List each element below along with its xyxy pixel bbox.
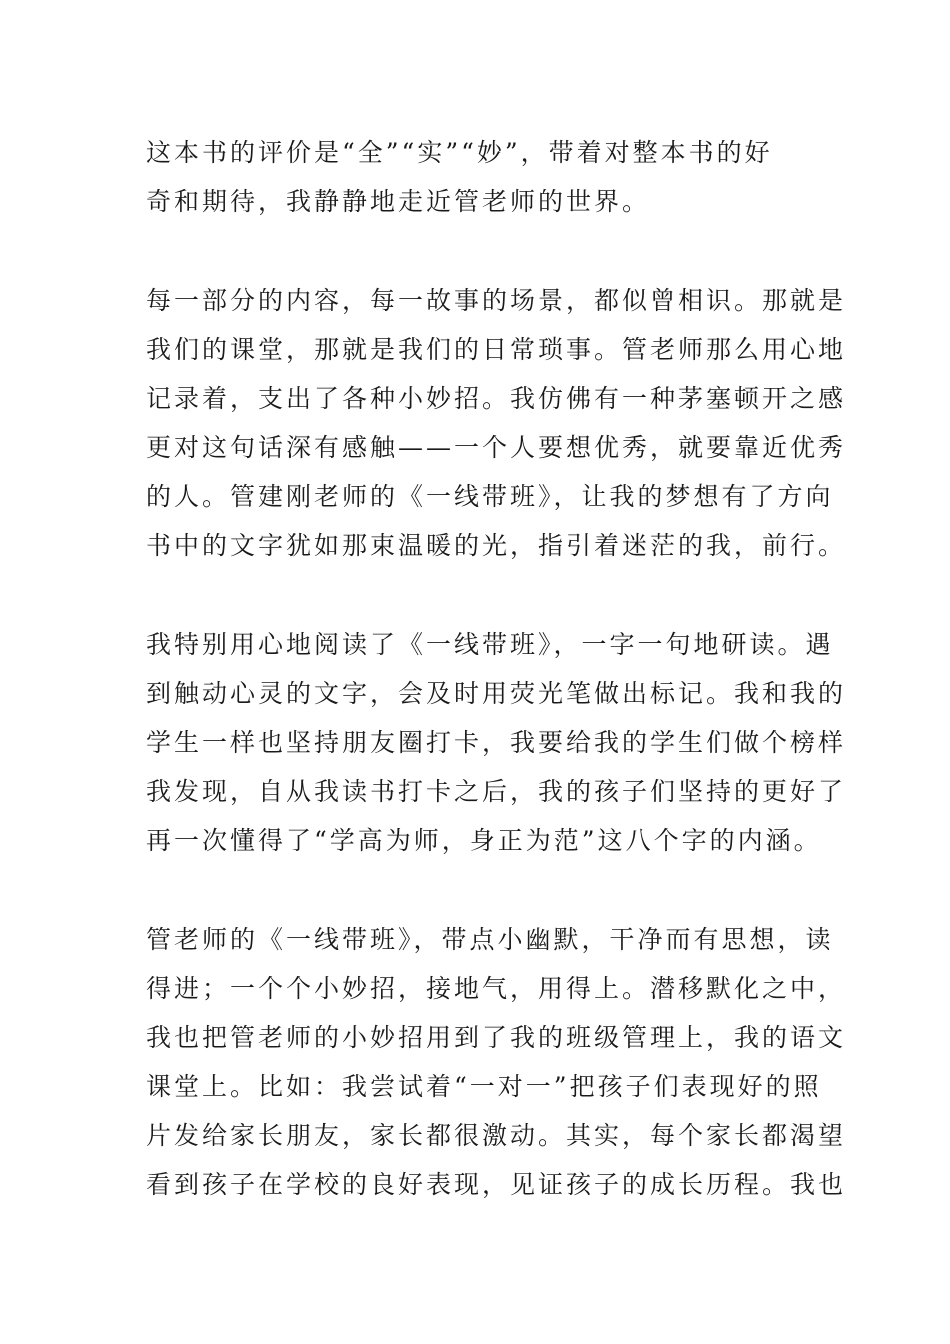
text-line: 再一次懂得了“学高为师，身正为范”这八个字的内涵。 — [146, 826, 822, 855]
text-line: 我发现，自从我读书打卡之后，我的孩子们坚持的更好了 — [146, 777, 847, 806]
text-line: 我们的课堂，那就是我们的日常琐事。管老师那么用心地 — [146, 335, 847, 364]
paragraph-4 — [146, 915, 847, 1209]
text-line: 学生一样也坚持朋友圈打卡，我要给我的学生们做个榜样 — [146, 728, 847, 757]
text-line: 这本书的评价是“全”“实”“妙”，带着对整本书的好 — [146, 138, 773, 167]
text-line: 奇和期待，我静静地走近管老师的世界。 — [146, 187, 651, 216]
document-body — [146, 128, 847, 1259]
text-line: 得进；一个个小妙招，接地气，用得上。潜移默化之中， — [146, 974, 847, 1003]
text-line: 管老师的《一线带班》，带点小幽默，干净而有思想，读 — [146, 925, 834, 954]
text-line: 看到孩子在学校的良好表现，见证孩子的成长历程。我也 — [146, 1170, 847, 1199]
text-line: 我特别用心地阅读了《一线带班》，一字一句地研读。遇 — [146, 630, 834, 659]
text-line: 到触动心灵的文字，会及时用荧光笔做出标记。我和我的 — [146, 679, 847, 708]
text-line: 我也把管老师的小妙招用到了我的班级管理上，我的语文 — [146, 1023, 847, 1052]
text-line: 书中的文字犹如那束温暖的光，指引着迷茫的我，前行。 — [146, 531, 847, 560]
text-line: 更对这句话深有感触——一个人要想优秀，就要靠近优秀 — [146, 433, 847, 462]
paragraph-1 — [146, 128, 826, 226]
text-line: 每一部分的内容，每一故事的场景，都似曾相识。那就是 — [146, 286, 847, 315]
text-line: 片发给家长朋友，家长都很激动。其实，每个家长都渴望 — [146, 1121, 847, 1150]
paragraph-3 — [146, 620, 847, 865]
text-line: 记录着，支出了各种小妙招。我仿佛有一种茅塞顿开之感 — [146, 384, 847, 413]
text-line: 课堂上。比如：我尝试着“一对一”把孩子们表现好的照 — [146, 1072, 822, 1101]
text-line: 的人。管建刚老师的《一线带班》，让我的梦想有了方向 — [146, 482, 834, 511]
paragraph-2 — [146, 276, 847, 570]
